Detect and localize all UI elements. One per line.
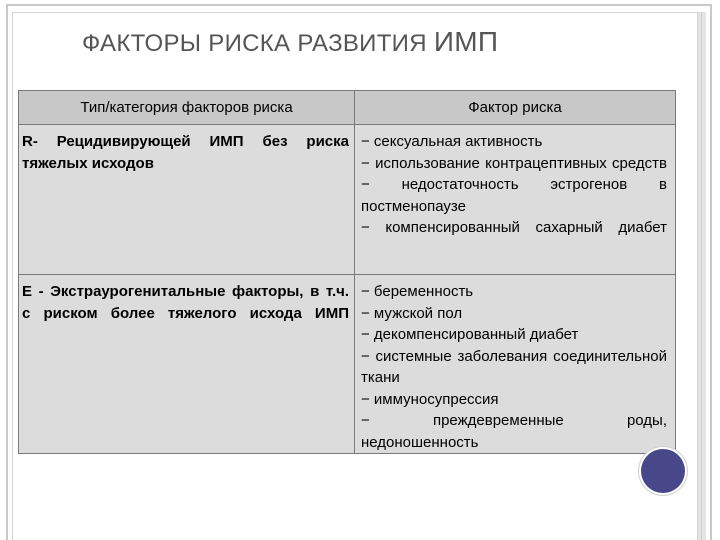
category-cell bbox=[19, 125, 355, 275]
slide-title-part2: ИМП bbox=[433, 26, 499, 57]
factor-item: − компенсированный сахарный диабет bbox=[361, 219, 667, 236]
factor-item: − использование контрацептивных средств bbox=[361, 154, 667, 172]
category-text: E - Экстраурогенитальные факторы, в т.ч. с риском более тяжелого исхода ИМП bbox=[22, 283, 349, 322]
table-row bbox=[19, 275, 676, 454]
table-row bbox=[19, 125, 676, 275]
slide-title bbox=[82, 26, 498, 58]
slide-side-strip bbox=[698, 12, 706, 540]
factor-item: − беременность bbox=[361, 283, 474, 300]
factor-item: − сексуальная активность bbox=[361, 133, 543, 150]
factor-item: − системные заболевания соединительной ткани bbox=[361, 347, 667, 386]
factors-cell bbox=[355, 275, 676, 454]
factors-cell bbox=[355, 125, 676, 275]
category-cell bbox=[19, 275, 355, 454]
factor-item: − иммуносупрессия bbox=[361, 390, 499, 408]
header-factor: Фактор риска bbox=[355, 91, 676, 125]
factor-item: − преждевременные роды, недоношенность bbox=[361, 412, 667, 451]
factor-item: − декомпенсированный диабет bbox=[361, 326, 579, 343]
slide-title-part1: ФАКТОРЫ РИСКА РАЗВИТИЯ bbox=[82, 30, 434, 57]
decorative-circle bbox=[641, 449, 685, 493]
risk-factors-table bbox=[18, 90, 676, 454]
factor-item: − мужской пол bbox=[361, 304, 463, 322]
category-text: R- Рецидивирующей ИМП без риска тяжелых исходов bbox=[22, 133, 349, 172]
table-header-row bbox=[19, 91, 676, 125]
header-category: Тип/категория факторов риска bbox=[19, 91, 355, 125]
factor-item: − недостаточность эстрогенов в постменопаузе bbox=[361, 176, 667, 215]
